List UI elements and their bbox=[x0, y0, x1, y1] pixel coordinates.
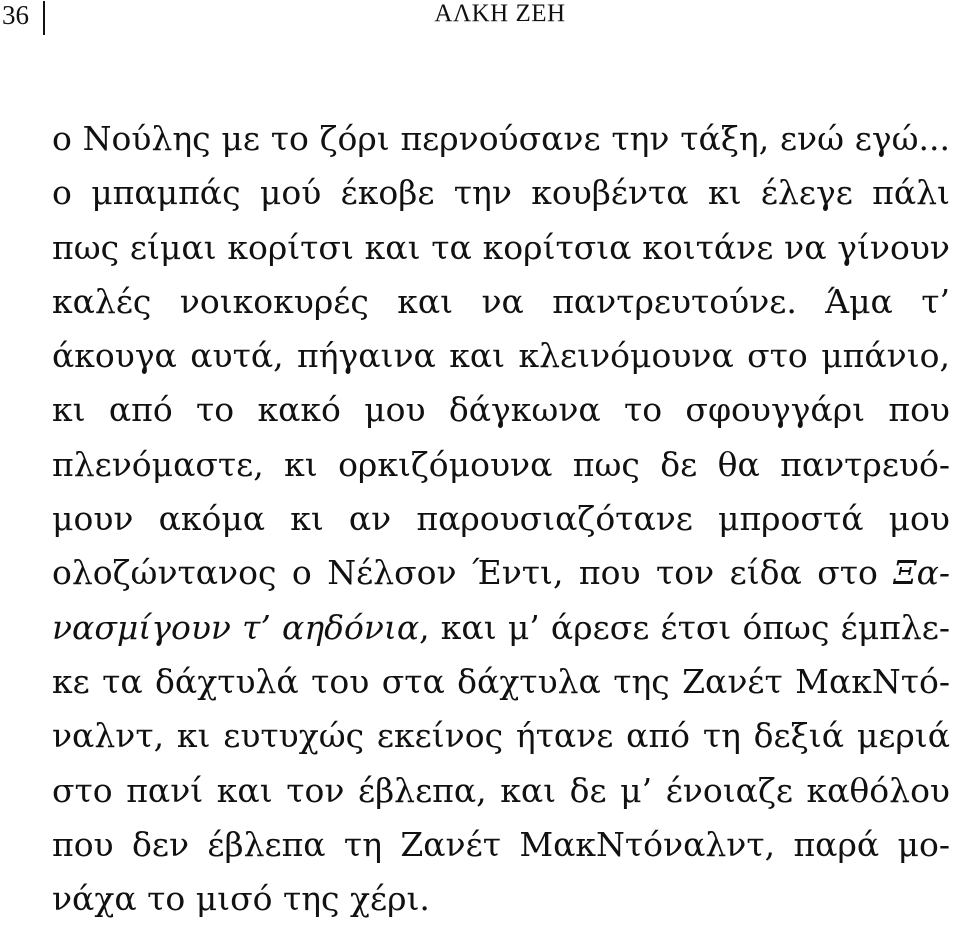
text-line: άκουγα αυτά, πήγαινα και κλεινόμουνα στο μπάνιο, bbox=[52, 336, 950, 376]
body-text bbox=[52, 112, 950, 926]
text-line: ο μπαμπάς μού έκοβε την κουβέντα κι έλεγε πάλι bbox=[52, 173, 950, 213]
text-segment: , και μ’ άρεσε έτσι όπως έμπλε- bbox=[419, 607, 950, 647]
text-line: στο πανί και τον έβλεπα, και δε μ’ ένοιαζε καθόλου bbox=[52, 770, 950, 810]
page-header bbox=[0, 0, 960, 40]
film-title-italic: νασμίγουν τ’ αηδόνια bbox=[52, 607, 420, 647]
text-line: ο Νούλης με το ζόρι περνούσανε την τάξη, ενώ εγώ... bbox=[52, 119, 950, 158]
text-line bbox=[52, 546, 950, 600]
page-number: 36 bbox=[2, 0, 29, 30]
text-line: πως είμαι κορίτσι και τα κορίτσια κοιτάνε να γίνουν bbox=[52, 227, 950, 267]
film-title-italic: Ξα- bbox=[893, 553, 950, 593]
text-line: μουν ακόμα κι αν παρουσιαζότανε μπροστά μου bbox=[52, 499, 950, 539]
text-line bbox=[52, 601, 950, 655]
running-title: ΑΛΚΗ ΖΕΗ bbox=[434, 0, 566, 27]
text-line: πλενόμαστε, κι ορκιζόμουνα πως δε θα παντρευό- bbox=[52, 444, 950, 484]
text-line: που δεν έβλεπα τη Ζανέτ ΜακΝτόναλντ, παρά μο- bbox=[52, 824, 950, 864]
text-line: ναλντ, κι ευτυχώς εκείνος ήτανε από τη δεξιά μεριά bbox=[52, 716, 950, 756]
text-segment: ολοζώντανος ο Νέλσον Έντι, που τον είδα στο bbox=[52, 553, 894, 593]
text-line: κι από το κακό μου δάγκωνα το σφουγγάρι που bbox=[52, 390, 950, 430]
text-line: νάχα το μισό της χέρι. bbox=[52, 879, 430, 919]
text-line: καλές νοικοκυρές και να παντρευτούνε. Άμα τ’ bbox=[52, 281, 950, 321]
text-line: κε τα δάχτυλά του στα δάχτυλα της Ζανέτ ΜακΝτό- bbox=[52, 661, 950, 701]
